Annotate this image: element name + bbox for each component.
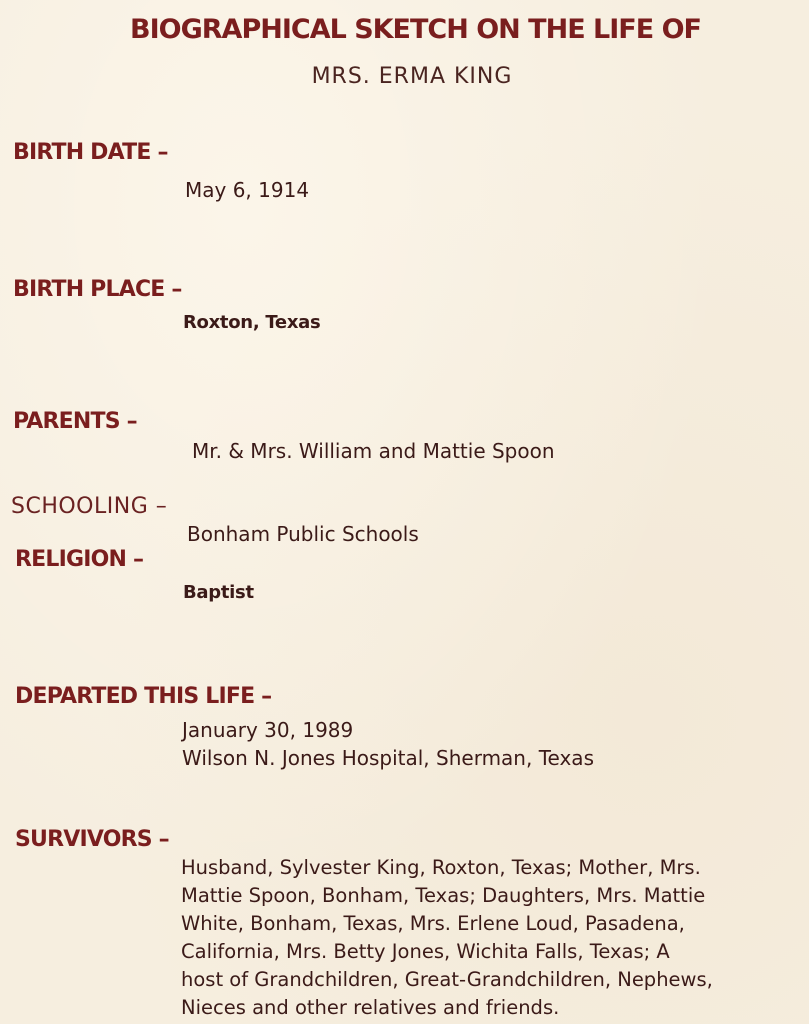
survivors-line: Husband, Sylvester King, Roxton, Texas; Mother, Mrs. (181, 856, 701, 879)
religion-value: Baptist (183, 582, 254, 603)
document-title: BIOGRAPHICAL SKETCH ON THE LIFE OF (130, 14, 701, 45)
religion-label: RELIGION – (15, 547, 144, 572)
birth-date-label: BIRTH DATE – (13, 140, 168, 165)
birth-place-label: BIRTH PLACE – (13, 277, 182, 302)
survivors-line: host of Grandchildren, Great-Grandchildren, Nephews, (181, 968, 713, 991)
survivors-text (181, 854, 806, 1022)
birth-date-value: May 6, 1914 (185, 178, 310, 202)
survivors-line: California, Mrs. Betty Jones, Wichita Falls, Texas; A (181, 940, 670, 963)
departed-place: Wilson N. Jones Hospital, Sherman, Texas (182, 746, 594, 770)
departed-date: January 30, 1989 (182, 718, 354, 742)
parents-value: Mr. & Mrs. William and Mattie Spoon (192, 439, 555, 463)
schooling-label: SCHOOLING – (11, 494, 168, 519)
survivors-label: SURVIVORS – (15, 827, 169, 852)
survivors-line: White, Bonham, Texas, Mrs. Erlene Loud, Pasadena, (181, 912, 685, 935)
schooling-value: Bonham Public Schools (187, 522, 419, 546)
birth-place-value: Roxton, Texas (183, 312, 321, 333)
document-subtitle: MRS. ERMA KING (311, 64, 513, 89)
parents-label: PARENTS – (13, 409, 137, 434)
departed-label: DEPARTED THIS LIFE – (15, 684, 272, 709)
survivors-line: Mattie Spoon, Bonham, Texas; Daughters, Mrs. Mattie (181, 884, 706, 907)
survivors-line: Nieces and other relatives and friends. (181, 996, 560, 1019)
